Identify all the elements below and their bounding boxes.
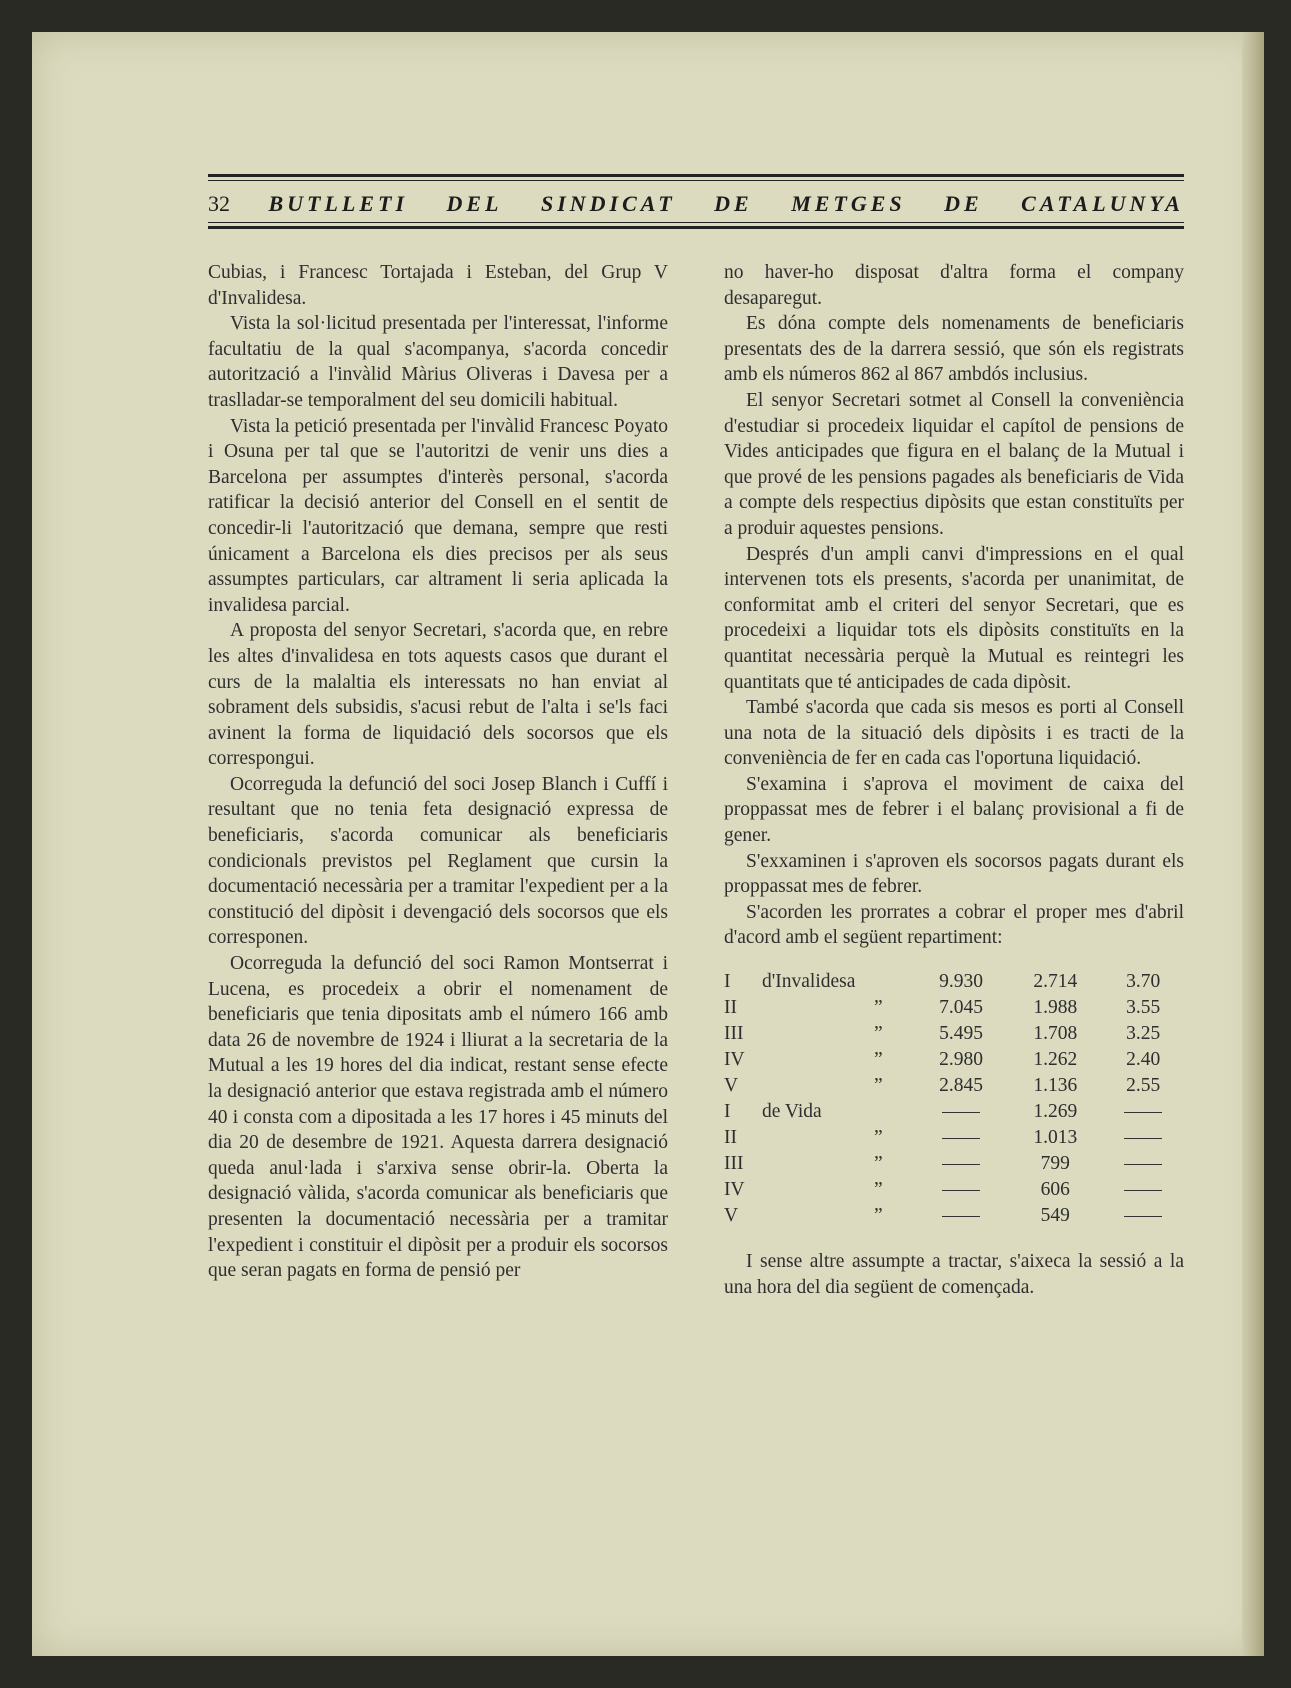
table-row [724, 1177, 1184, 1203]
dash-rule [942, 1190, 980, 1191]
dash-rule [942, 1112, 980, 1113]
header-word: DEL [446, 191, 503, 216]
ditto-mark: ” [874, 997, 883, 1019]
dash-rule [1124, 1138, 1162, 1139]
scanned-page [32, 32, 1264, 1656]
ditto-mark [874, 969, 914, 995]
empty-dash [1102, 1203, 1184, 1229]
empty-dash [914, 1177, 1008, 1203]
ditto-mark: ” [874, 1205, 883, 1227]
group-numeral: IV [724, 1049, 745, 1071]
amount-cell: 1.269 [1033, 1101, 1078, 1123]
dash-rule [1124, 1112, 1162, 1113]
amount-cell: 9.930 [939, 971, 984, 993]
closing-paragraph: I sense altre assumpte a tractar, s'aixeca la sessió a la una hora del dia següent de començada. [724, 1251, 1184, 1298]
amount-cell: 799 [1040, 1153, 1070, 1175]
page-number: 32 [208, 191, 230, 216]
running-header [208, 174, 1184, 230]
empty-dash [1102, 1151, 1184, 1177]
empty-dash [914, 1151, 1008, 1177]
group-label-cell [724, 1047, 874, 1073]
ditto-mark: ” [874, 1049, 883, 1071]
amount-cell: 3.70 [1126, 971, 1161, 993]
group-numeral: II [724, 1127, 737, 1149]
dash-rule [1124, 1216, 1162, 1217]
ditto-mark: ” [874, 1127, 883, 1149]
paragraph: Vista la sol·licitud presentada per l'interessat, l'informe facultatiu de la qual s'acompanya, s'acorda concedir autorització a l'invàlid Màrius Oliveras i Davesa per a traslladar-se temporalment del seu domicili habitual. [208, 313, 668, 411]
paragraph: no haver-ho disposat d'altra forma el company desaparegut. [724, 262, 1184, 309]
group-label: de Vida [762, 1101, 822, 1123]
amount-cell: 606 [1040, 1179, 1070, 1201]
dash-rule [942, 1138, 980, 1139]
group-label-cell [724, 1203, 874, 1229]
amount-cell: 1.013 [1033, 1127, 1078, 1149]
amount-cell: 2.980 [939, 1049, 984, 1071]
group-label-cell [724, 1021, 874, 1047]
empty-dash [914, 1099, 1008, 1125]
amount-cell: 1.708 [1033, 1023, 1078, 1045]
dash-rule [1124, 1190, 1162, 1191]
ditto-mark [874, 1099, 914, 1125]
paragraph: S'examina i s'aprova el moviment de caixa del proppassat mes de febrer i el balanç provisional a fi de gener. [724, 773, 1184, 847]
group-label-cell [724, 1151, 874, 1177]
paragraph: El senyor Secretari sotmet al Consell la conveniència d'estudiar si procedeix liquidar el capítol de pensions de Vides anticipades que figura en el balanç de la Mutual i que prové de les pensions pagades als beneficiaris de Vida a compte dels respectius dipòsits que estan constituïts per a produir aquestes pensions. [724, 389, 1184, 539]
amount-cell: 2.845 [939, 1075, 984, 1097]
header-word: SINDICAT [540, 191, 676, 216]
amount-cell: 3.25 [1126, 1023, 1161, 1045]
amount-cell: 549 [1040, 1205, 1070, 1227]
group-label-cell [724, 969, 874, 995]
group-label-cell [724, 1099, 874, 1125]
header-word: DE [714, 191, 753, 216]
group-numeral: III [724, 1153, 744, 1175]
dash-rule [942, 1216, 980, 1217]
ditto-mark: ” [874, 1075, 883, 1097]
header-rule-bottom-thin [208, 222, 1184, 223]
ditto-mark: ” [874, 1153, 883, 1175]
amount-cell: 1.262 [1033, 1049, 1078, 1071]
table-row [724, 1021, 1184, 1047]
amount-cell: 1.988 [1033, 997, 1078, 1019]
paragraph: A proposta del senyor Secretari, s'acorda que, en rebre les altes d'invalidesa en tots aquests casos que durant el curs de la malaltia els interessats no han enviat al sobrament dels subsidis, s'acusi rebut de l'alta i se'ls faci avinent la forma de liquidació dels socorsos que els correspongui. [208, 620, 668, 770]
paragraph: S'acorden les prorrates a cobrar el proper mes d'abril d'acord amb el següent repartiment: [724, 901, 1184, 949]
group-label-cell [724, 1177, 874, 1203]
paragraph: Cubias, i Francesc Tortajada i Esteban, del Grup V d'Invalidesa. [208, 262, 668, 309]
empty-dash [1102, 1099, 1184, 1125]
dash-rule [942, 1164, 980, 1165]
group-label-cell [724, 1073, 874, 1099]
header-text [208, 188, 1184, 220]
ditto-mark: ” [874, 1179, 883, 1201]
amount-cell: 7.045 [939, 997, 984, 1019]
table-row [724, 1099, 1184, 1125]
header-rule-top-thin [208, 180, 1184, 181]
header-word: METGES [791, 191, 906, 216]
header-word: BUTLLETI [268, 191, 409, 216]
group-numeral: II [724, 997, 737, 1019]
table-row [724, 995, 1184, 1021]
header-word: DE [944, 191, 983, 216]
paragraph: Es dóna compte dels nomenaments de beneficiaris presentats des de la darrera sessió, que són els registrats amb els números 862 al 867 ambdós inclusius. [724, 313, 1184, 386]
right-column [724, 260, 1184, 1300]
header-rule-top-thick [208, 174, 1184, 177]
paragraph: Vista la petició presentada per l'invàlid Francesc Poyato i Osuna per tal que se l'autoritzi de venir uns dies a Barcelona per assumptes d'interès personal, s'acorda ratificar la decisió anterior del Consell en el sentit de concedir-li l'autorització que demana, sempre que resti únicament a Barcelona els dies precisos per als seus assumptes particulars, car altrament li seria aplicada la invalidesa parcial. [208, 415, 668, 616]
table-row [724, 1151, 1184, 1177]
book-spine-edge [1242, 32, 1264, 1656]
paragraph: Després d'un ampli canvi d'impressions en el qual intervenen tots els presents, s'acorda per unanimitat, de conformitat amb el criteri del senyor Secretari, que es procedeixi a liquidar tots els dipòsits constituïts en la quantitat necessària perquè la Mutual es reintegri les quantitats que té anticipades de cada dipòsit. [724, 543, 1184, 693]
amount-cell: 1.136 [1033, 1075, 1078, 1097]
amount-cell: 2.714 [1033, 971, 1078, 993]
group-numeral: I [724, 971, 731, 993]
paragraph: També s'acorda que cada sis mesos es porti al Consell una nota de la situació dels dipòsits i es tracti de la conveniència de fer en cada cas l'oportuna liquidació. [724, 697, 1184, 770]
paragraph: S'exxaminen i s'aproven els socorsos pagats durant els proppassat mes de febrer. [724, 850, 1184, 898]
table-row [724, 1047, 1184, 1073]
group-numeral: V [724, 1205, 739, 1227]
amount-cell: 3.55 [1126, 997, 1161, 1019]
paragraph: Ocorreguda la defunció del soci Ramon Montserrat i Lucena, es procedeix a obrir el nomenament de beneficiaris que tenia dipositats amb el número 166 amb data 26 de novembre de 1924 i lliurat a la secretaria de la Mutual a les 19 hores del dia indicat, restant sense efecte la designació anterior que estava registrada amb el número 40 i consta com a dipositada a les 17 hores i 45 minuts del dia 20 de desembre de 1921. Aquesta darrera designació queda anul·lada i s'arxiva sense obrir-la. Oberta la designació vàlida, s'acorda comunicar als beneficiaris que presenten la documentació necessària per a tramitar l'expedient i constituir el dipòsit per a produir els socorsos que seran pagats en forma de pensió per [208, 953, 668, 1282]
table-row [724, 969, 1184, 995]
amount-cell: 5.495 [939, 1023, 984, 1045]
header-word: CATALUNYA [1021, 191, 1184, 216]
paragraph: Ocorreguda la defunció del soci Josep Blanch i Cuffí i resultant que no tenia feta designació expressa de beneficiaris, s'acorda comunicar als beneficiaris condicionals previstos pel Reglament que cursin la documentació necessària per a tramitar l'expedient per a la constitució del dipòsit i devengació dels socorsos que els corresponen. [208, 773, 668, 949]
group-numeral: I [724, 1101, 731, 1123]
prorate-table [724, 969, 1184, 1229]
empty-dash [914, 1125, 1008, 1151]
group-label-cell [724, 995, 874, 1021]
empty-dash [914, 1203, 1008, 1229]
header-rule-bottom-thick [208, 226, 1184, 229]
table-row [724, 1125, 1184, 1151]
empty-dash [1102, 1125, 1184, 1151]
amount-cell: 2.40 [1126, 1049, 1161, 1071]
group-numeral: IV [724, 1179, 745, 1201]
group-label: d'Invalidesa [762, 971, 856, 993]
group-numeral: III [724, 1023, 744, 1045]
table-row [724, 1203, 1184, 1229]
left-column [208, 260, 668, 1284]
empty-dash [1102, 1177, 1184, 1203]
amount-cell: 2.55 [1126, 1075, 1161, 1097]
table-row [724, 1073, 1184, 1099]
group-numeral: V [724, 1075, 739, 1097]
ditto-mark: ” [874, 1023, 883, 1045]
group-label-cell [724, 1125, 874, 1151]
dash-rule [1124, 1164, 1162, 1165]
